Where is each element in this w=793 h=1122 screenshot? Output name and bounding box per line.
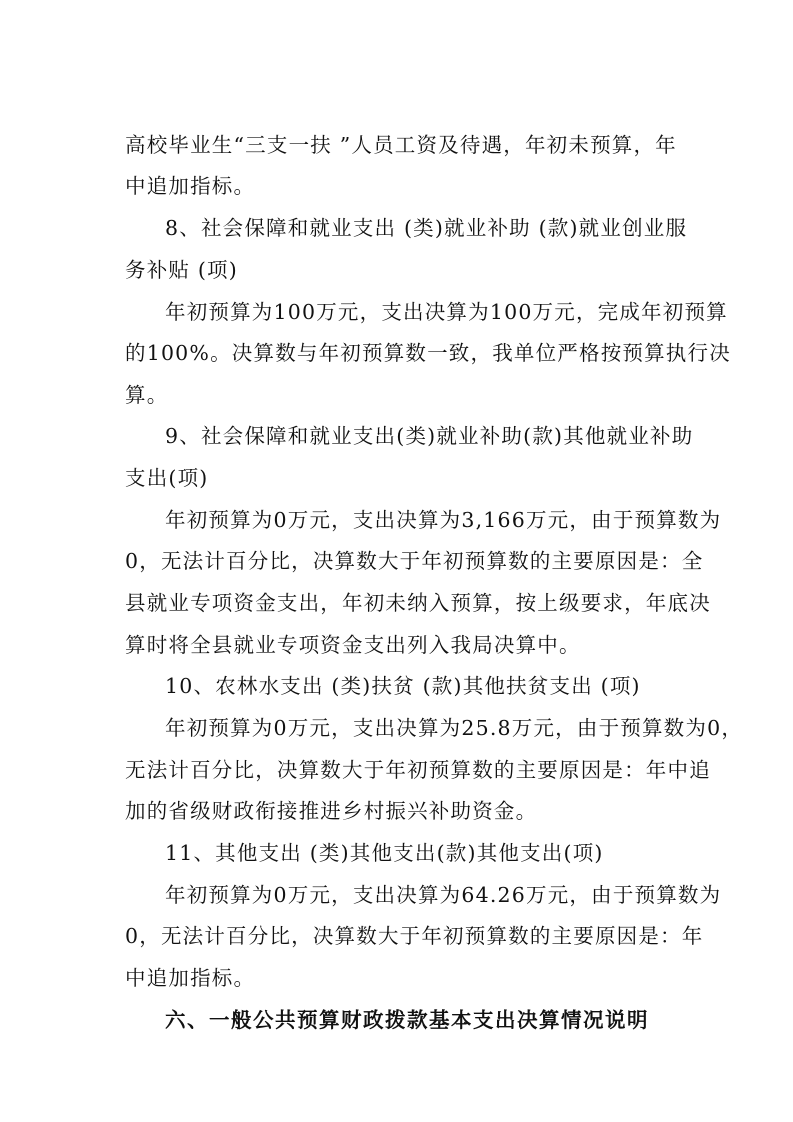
text-line: 0，无法计百分比，决算数大于年初预算数的主要原因是：年 — [125, 924, 704, 948]
text-line: 0，无法计百分比，决算数大于年初预算数的主要原因是：全 — [125, 549, 704, 573]
item-9-title: 9、社会保障和就业支出(类)就业补助(款)其他就业补助 — [165, 424, 694, 448]
text-line: 高校毕业生“三支一扶 ”人员工资及待遇，年初未预算，年 — [125, 133, 677, 157]
text-line: 年初预算为0万元，支出决算为64.26万元，由于预算数为 — [165, 883, 722, 907]
text-line: 算时将全县就业专项资金支出列入我局决算中。 — [125, 633, 581, 657]
text-line: 年初预算为0万元，支出决算为25.8万元，由于预算数为0， — [165, 716, 744, 740]
text-line: 中追加指标。 — [125, 174, 256, 198]
text-line: 年初预算为0万元，支出决算为3,166万元，由于预算数为 — [165, 508, 722, 532]
text-line: 加的省级财政衔接推进乡村振兴补助资金。 — [125, 799, 538, 823]
text-line: 县就业专项资金支出，年初未纳入预算，按上级要求，年底决 — [125, 591, 711, 615]
item-10-title: 10、农林水支出 (类)扶贫 (款)其他扶贫支出 (项) — [165, 674, 641, 698]
text-line: 中追加指标。 — [125, 966, 256, 990]
text-line: 支出(项) — [125, 466, 209, 490]
text-line: 算。 — [125, 383, 169, 407]
section-heading: 六、一般公共预算财政拨款基本支出决算情况说明 — [165, 1008, 649, 1032]
text-line: 的100%。决算数与年初预算数一致，我单位严格按预算执行决 — [125, 341, 731, 365]
item-11-title: 11、其他支出 (类)其他支出(款)其他支出(项) — [165, 841, 604, 865]
item-8-title: 8、社会保障和就业支出 (类)就业补助 (款)就业创业服 — [165, 216, 688, 240]
text-line: 年初预算为100万元，支出决算为100万元，完成年初预算 — [165, 300, 728, 324]
text-line: 务补贴 (项) — [125, 258, 238, 282]
text-line: 无法计百分比，决算数大于年初预算数的主要原因是：年中追 — [125, 758, 711, 782]
